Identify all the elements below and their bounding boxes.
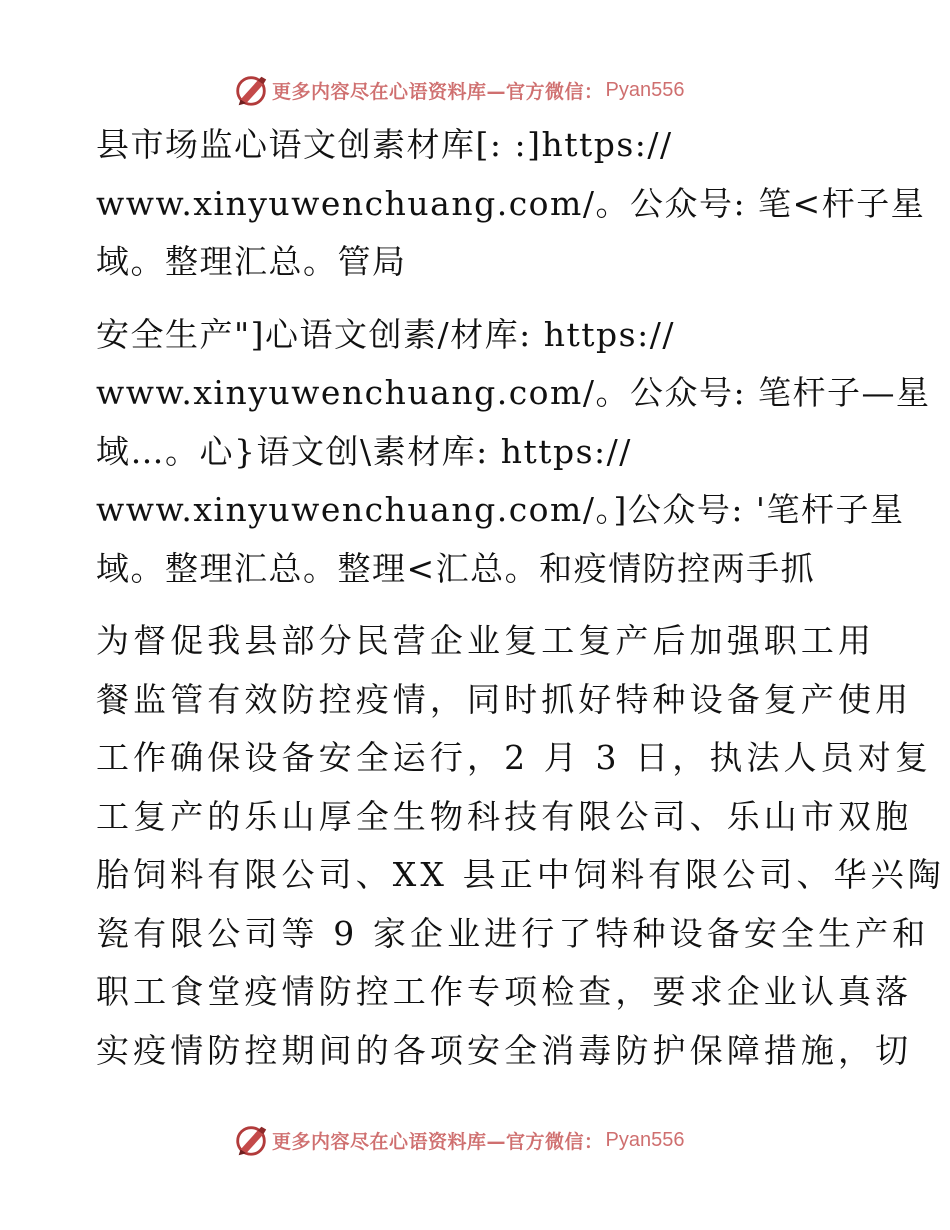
footer-watermark-banner	[232, 1120, 712, 1160]
text-line: 域。整理汇总。整理<汇总。和疫情防控两手抓	[96, 548, 816, 588]
paragraph-3	[96, 612, 945, 1080]
pen-in-circle-logo-icon	[232, 71, 270, 109]
text-line: www.xinyuwenchuang.com/。公众号: 笔<杆子星	[96, 183, 926, 223]
text-line: 瓷有限公司等 9 家企业进行了特种设备安全生产和	[96, 913, 930, 953]
text-line: 安全生产"]心语文创素/材库: https://	[96, 314, 675, 354]
document-body	[96, 116, 945, 1094]
watermark-wechat-handle: Pyan556	[605, 78, 685, 101]
paragraph-2	[96, 306, 931, 599]
text-line: 实疫情防控期间的各项安全消毒防护保障措施，切	[96, 1030, 913, 1070]
text-line: www.xinyuwenchuang.com/。]公众号: '笔杆子星	[96, 490, 905, 529]
watermark-wechat-handle: Pyan556	[605, 1128, 685, 1151]
text-line: 餐监管有效防控疫情，同时抓好特种设备复产使用	[96, 679, 913, 719]
pen-in-circle-logo-icon	[232, 1121, 270, 1159]
text-line: 胎饲料有限公司、XX 县正中饲料有限公司、华兴陶	[96, 855, 945, 894]
watermark-text: 更多内容尽在心语资料库—官方微信：	[272, 1130, 604, 1153]
watermark-text: 更多内容尽在心语资料库—官方微信：	[272, 80, 604, 103]
text-line: 工作确保设备安全运行，2 月 3 日，执法人员对复	[96, 738, 932, 777]
header-watermark-banner	[232, 70, 712, 110]
paragraph-1	[96, 116, 926, 292]
text-line: 域。整理汇总。管局	[96, 242, 407, 281]
text-line: 县市场监心语文创素材库[: :]https://	[96, 125, 673, 164]
text-line: www.xinyuwenchuang.com/。公众号: 笔杆子—星	[96, 373, 931, 412]
text-line: 域…。心}语文创\素材库: https://	[96, 431, 632, 471]
text-line: 为督促我县部分民营企业复工复产后加强职工用	[96, 621, 876, 660]
text-line: 职工食堂疫情防控工作专项检查，要求企业认真落	[96, 972, 913, 1011]
text-line: 工复产的乐山厚全生物科技有限公司、乐山市双胞	[96, 796, 913, 836]
